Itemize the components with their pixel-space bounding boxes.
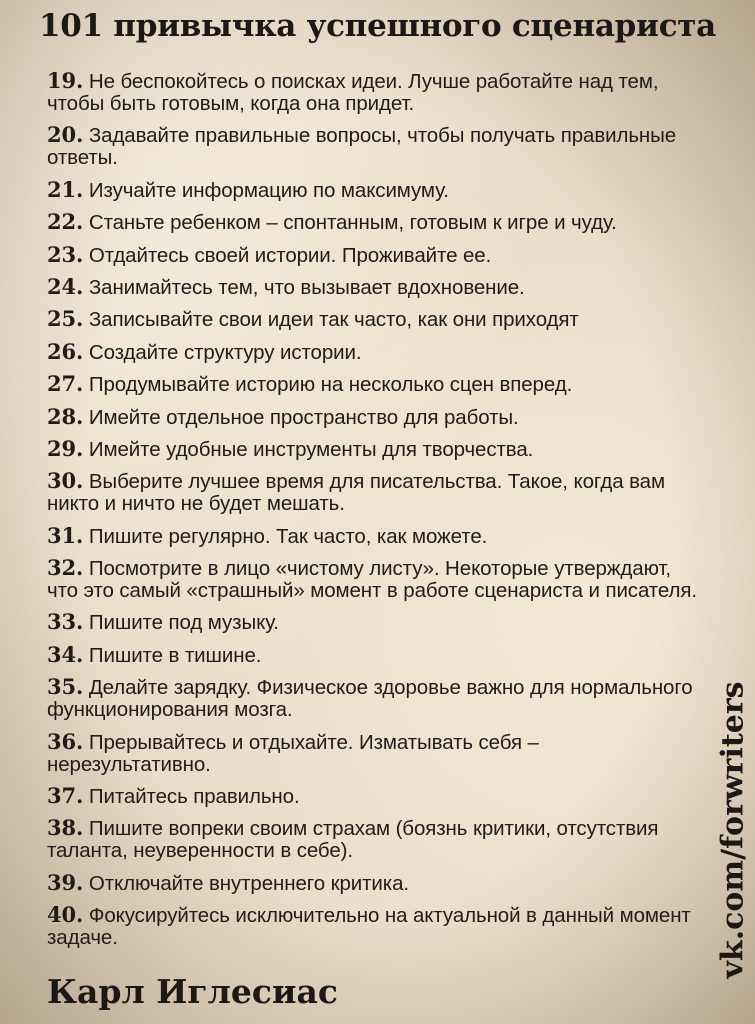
item-text: Изучайте информацию по максимуму. bbox=[88, 178, 449, 202]
item-text: Отдайтесь своей истории. Проживайте ее. bbox=[88, 243, 492, 267]
list-item bbox=[47, 176, 697, 202]
item-number: 22. bbox=[47, 209, 84, 235]
item-text: Задавайте правильные вопросы, чтобы получать правильные ответы. bbox=[47, 124, 677, 170]
author-name: Карл Иглесиас bbox=[47, 972, 338, 1011]
item-number: 29. bbox=[47, 435, 84, 461]
list-item bbox=[47, 338, 697, 364]
item-text: Занимайтесь тем, что вызывает вдохновение. bbox=[88, 275, 525, 299]
item-number: 19. bbox=[47, 68, 84, 93]
list-item bbox=[47, 403, 697, 429]
list-item bbox=[47, 641, 697, 667]
item-text: Прерывайтесь и отдыхайте. Изматывать себя – нерезультативно. bbox=[47, 730, 539, 776]
item-number: 35. bbox=[47, 674, 84, 700]
item-number: 26. bbox=[47, 338, 84, 364]
item-text: Выберите лучшее время для писательства. Такое, когда вам никто и ничто не будет мешать. bbox=[47, 470, 665, 516]
item-number: 30. bbox=[47, 468, 84, 494]
list-item bbox=[47, 124, 697, 169]
item-text: Делайте зарядку. Физическое здоровье важно для нормального функционирования мозга. bbox=[47, 676, 693, 722]
item-number: 33. bbox=[47, 609, 84, 635]
list-item bbox=[47, 241, 697, 267]
list-item bbox=[47, 435, 697, 461]
item-text: Имейте удобные инструменты для творчества. bbox=[88, 437, 534, 461]
item-number: 31. bbox=[47, 522, 84, 548]
item-number: 34. bbox=[47, 641, 84, 667]
item-number: 27. bbox=[47, 371, 84, 397]
habits-list bbox=[47, 70, 697, 959]
item-text: Записывайте свои идеи так часто, как они приходят bbox=[88, 308, 579, 332]
list-item bbox=[47, 869, 697, 895]
item-number: 36. bbox=[47, 728, 84, 754]
item-text: Пишите вопреки своим страхам (боязнь критики, отсутствия таланта, неуверенности в себе). bbox=[47, 817, 659, 863]
item-text: Питайтесь правильно. bbox=[88, 785, 300, 809]
item-text: Пишите под музыку. bbox=[88, 611, 279, 635]
list-item bbox=[47, 273, 697, 299]
list-item bbox=[47, 308, 697, 331]
list-item bbox=[47, 611, 697, 634]
list-item bbox=[47, 522, 697, 548]
item-number: 21. bbox=[47, 176, 84, 202]
item-text: Пишите регулярно. Так часто, как можете. bbox=[88, 524, 488, 548]
item-text: Посмотрите в лицо «чистому листу». Некоторые утверждают, что это самый «страшный» момент в работе сценариста и писателя. bbox=[47, 557, 697, 603]
list-item bbox=[47, 785, 697, 808]
list-item bbox=[47, 904, 697, 949]
item-text: Имейте отдельное пространство для работы. bbox=[88, 405, 519, 429]
list-item bbox=[47, 211, 697, 234]
item-text: Создайте структуру истории. bbox=[88, 340, 362, 364]
item-number: 20. bbox=[47, 122, 84, 148]
item-number: 39. bbox=[47, 869, 84, 895]
item-number: 40. bbox=[47, 902, 84, 928]
item-text: Продумывайте историю на несколько сцен вперед. bbox=[88, 373, 573, 397]
item-number: 23. bbox=[47, 241, 84, 267]
list-item bbox=[47, 373, 697, 396]
item-number: 32. bbox=[47, 555, 84, 581]
page-title: 101 привычка успешного сценариста bbox=[39, 8, 716, 44]
item-text: Не беспокойтесь о поисках идеи. Лучше работайте над тем, чтобы быть готовым, когда она придет. bbox=[47, 70, 659, 115]
item-text: Фокусируйтесь исключительно на актуальной в данный момент задаче. bbox=[47, 904, 691, 950]
item-number: 24. bbox=[47, 273, 84, 299]
item-number: 28. bbox=[47, 403, 84, 429]
list-item bbox=[47, 470, 697, 515]
list-item bbox=[47, 70, 697, 115]
item-number: 37. bbox=[47, 783, 84, 809]
list-item bbox=[47, 676, 697, 721]
item-text: Отключайте внутреннего критика. bbox=[88, 871, 409, 895]
source-link: vk.com/forwriters bbox=[715, 681, 751, 979]
item-text: Пишите в тишине. bbox=[88, 643, 262, 667]
list-item bbox=[47, 557, 697, 602]
item-number: 25. bbox=[47, 306, 84, 332]
list-item bbox=[47, 728, 697, 776]
item-text: Станьте ребенком – спонтанным, готовым к игре и чуду. bbox=[88, 211, 617, 235]
item-number: 38. bbox=[47, 815, 84, 841]
list-item bbox=[47, 817, 697, 862]
